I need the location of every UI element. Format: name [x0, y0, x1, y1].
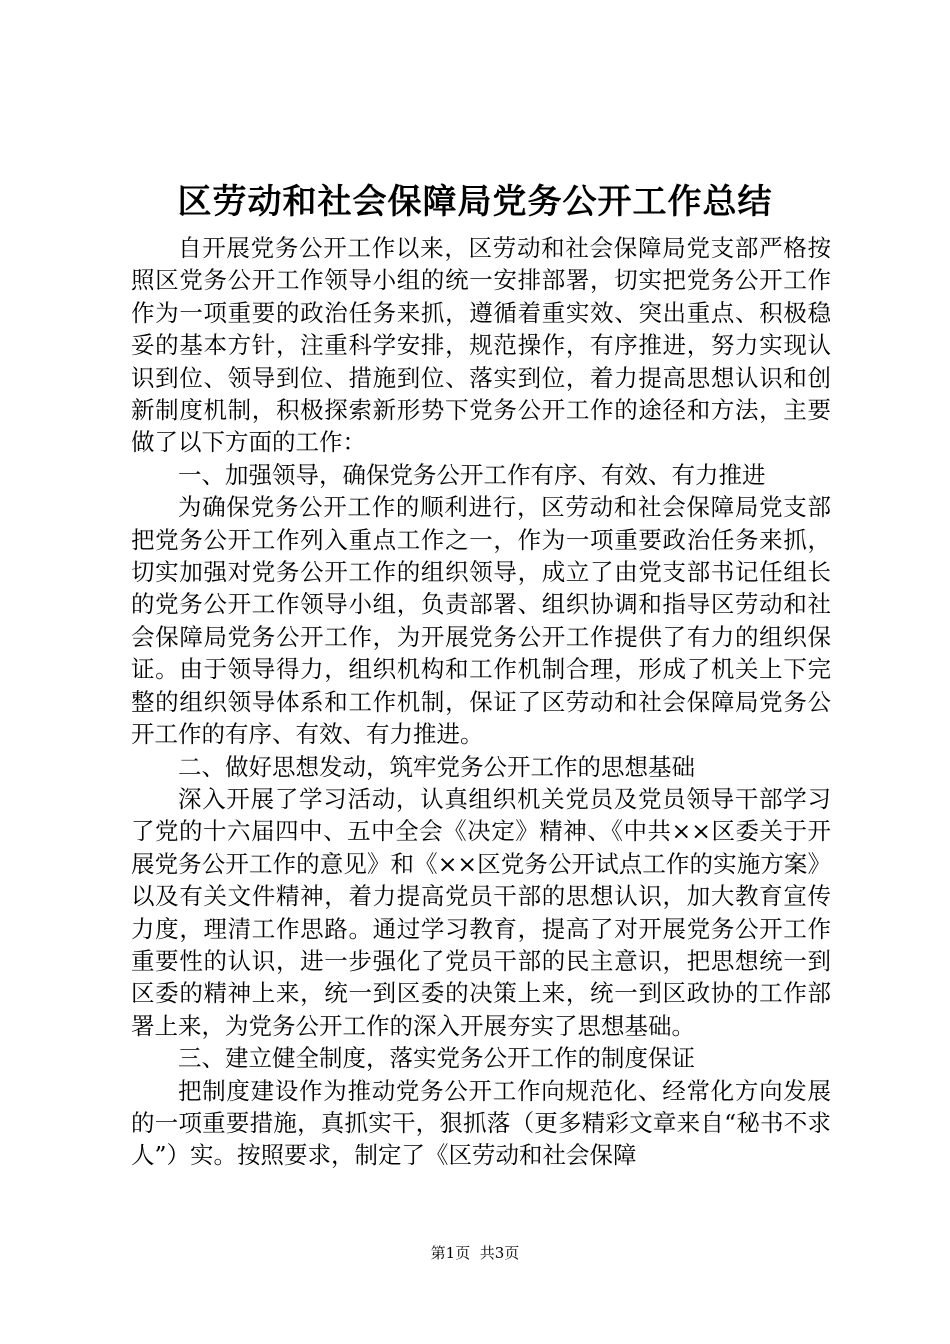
section-heading-2: 二、做好思想发动，筑牢党务公开工作的思想基础 [178, 752, 695, 781]
page-total: 共3页 [479, 1244, 520, 1262]
page-footer [0, 1243, 950, 1263]
section-heading-3: 三、建立健全制度，落实党务公开工作的制度保证 [178, 1044, 695, 1073]
section-heading-1: 一、加强领导，确保党务公开工作有序、有效、有力推进 [178, 460, 766, 489]
document-body [131, 232, 831, 1172]
paragraph-section-3: 把制度建设作为推动党务公开工作向规范化、经常化方向发展的一项重要措施，真抓实干，狠抓落（更多精彩文章来自“秘书不求人”）实。按照要求，制定了《区劳动和社会保障 [131, 1076, 831, 1170]
page-number: 第1页 [430, 1244, 471, 1262]
paragraph-intro: 自开展党务公开工作以来，区劳动和社会保障局党支部严格按照区党务公开工作领导小组的统一安排部署，切实把党务公开工作作为一项重要的政治任务来抓，遵循着重实效、突出重点、积极稳妥的基本方针，注重科学安排，规范操作，有序推进，努力实现认识到位、领导到位、措施到位、落实到位，着力提高思想认识和创新制度机制，积极探索新形势下党务公开工作的途径和方法，主要做了以下方面的工作： [131, 234, 831, 457]
paragraph-section-2: 深入开展了学习活动，认真组织机关党员及党员领导干部学习了党的十六届四中、五中全会《决定》精神、《中共××区委关于开展党务公开工作的意见》和《××区党务公开试点工作的实施方案》以及有关文件精神，着力提高党员干部的思想认识，加大教育宣传力度，理清工作思路。通过学习教育，提高了对开展党务公开工作重要性的认识，进一步强化了党员干部的民主意识，把思想统一到区委的精神上来，统一到区委的决策上来，统一到区政协的工作部署上来，为党务公开工作的深入开展夯实了思想基础。 [131, 784, 831, 1040]
paragraph-section-1: 为确保党务公开工作的顺利进行，区劳动和社会保障局党支部把党务公开工作列入重点工作之一，作为一项重要政治任务来抓，切实加强对党务公开工作的组织领导，成立了由党支部书记任组长的党务公开工作领导小组，负责部署、组织协调和指导区劳动和社会保障局党务公开工作，为开展党务公开工作提供了有力的组织保证。由于领导得力，组织机构和工作机制合理，形成了机关上下完整的组织领导体系和工作机制，保证了区劳动和社会保障局党务公开工作的有序、有效、有力推进。 [131, 493, 831, 749]
document-title: 区劳动和社会保障局党务公开工作总结 [177, 182, 773, 222]
